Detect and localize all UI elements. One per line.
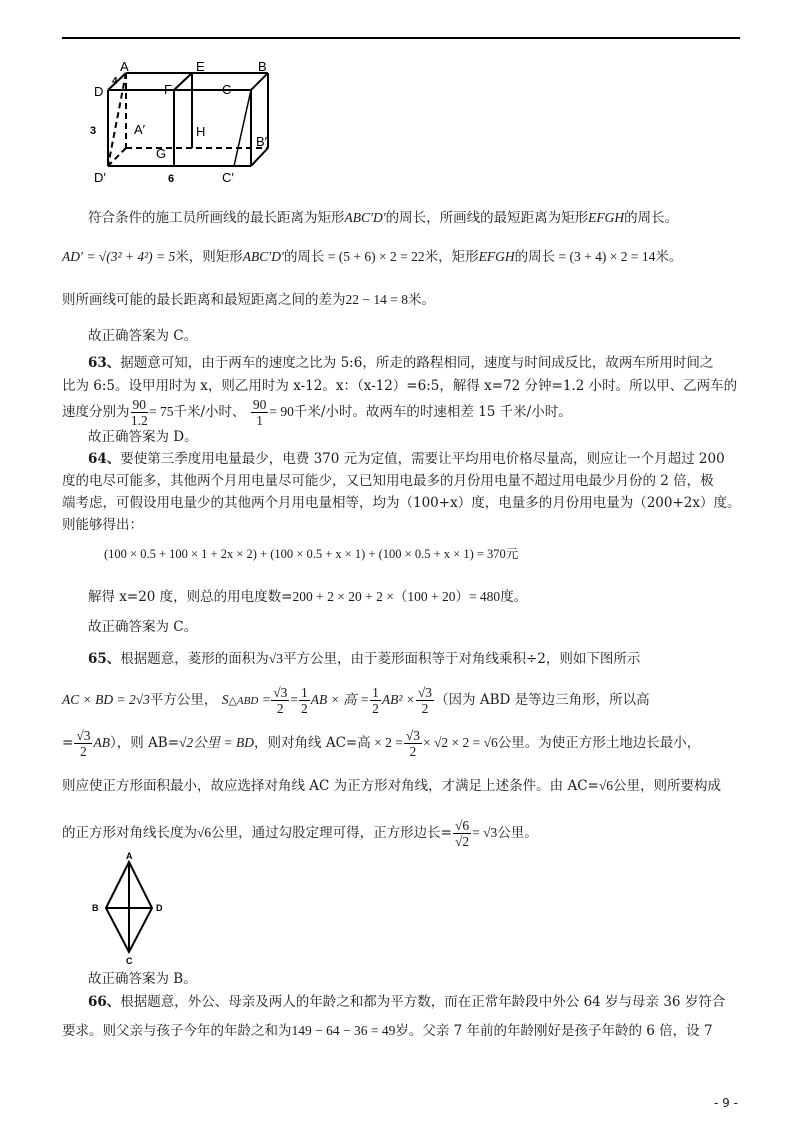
q65-line5: 的正方形对角线长度为√6公里，通过勾股定理可得，正方形边长= $\frac{√6}{√2}$ = √3公里。 — [62, 818, 538, 849]
p2-line: AD′ = √(3² + 4²) = 5米，则矩形ABC′D′的周长 = (5 + 6) × 2 = 22米，矩形EFGH的周长 = (3 + 4) × 2 = 14米。 — [62, 249, 683, 265]
label-G: G — [156, 146, 167, 161]
label-C: C — [126, 956, 133, 966]
answer-65: 故正确答案为 B。 — [88, 971, 197, 987]
label-F: F — [164, 82, 172, 97]
q65-line2: AC × BD = 2√3平方公里， S△ABD = $\frac{√3}{2}$ = $\frac{1}{2}$ AB × 高 = $\frac{1}{2}$ AB² × $\frac{√3}{2}$ （因为 ABD 是等边三角形，所以高 — [62, 685, 650, 716]
q64-line3: 端考虑，可假设用电量少的其他两个月用电量相等，均为（100+x）度，电量多的月份用电量为（200+2x）度。 — [62, 495, 741, 511]
label-D: D — [94, 84, 104, 99]
fraction: $\frac{90}{1}$ — [252, 397, 267, 428]
label-C: C — [222, 82, 232, 97]
rhombus-figure — [86, 848, 176, 966]
label-D-prime: D′ — [94, 170, 106, 185]
q64-line2: 度的电尽可能多，其他两个月用电量尽可能少，又已知用电最多的月份用电量不超过用电最少月份的 2 倍，极 — [62, 473, 714, 489]
q64-line4: 则能够得出： — [62, 517, 143, 533]
label-4: 4 — [112, 76, 118, 87]
label-6: 6 — [168, 173, 175, 185]
label-3: 3 — [90, 125, 97, 137]
q64-equation: (100 × 0.5 + 100 × 1 + 2x × 2) + (100 × 0.5 + x × 1) + (100 × 0.5 + x × 1) = 370元 — [104, 546, 519, 561]
header-rule — [62, 37, 740, 39]
q66-line1: 66、根据题意，外公、母亲及两人的年龄之和都为平方数，而在正常年龄段中外公 64 岁与母亲 36 岁符合 — [88, 994, 726, 1010]
label-B: B — [92, 903, 99, 913]
fraction: $\frac{1}{2}$ — [372, 685, 379, 716]
cuboid-figure — [86, 58, 286, 188]
q65-line3: = $\frac{√3}{2}$ AB），则 AB=√2公里 = BD，则对角线 AC=高 × 2 = $\frac{√3}{2}$ × √2 × 2 = √6公里。为使正方形土地边长最小， — [62, 728, 701, 759]
fraction: $\frac{√6}{√2}$ — [454, 818, 470, 849]
label-D: D — [156, 903, 163, 913]
q64-line5: 解得 x=20 度，则总的用电度数=200 + 2 × 20 + 2 ×（100 + 20）= 480度。 — [88, 589, 528, 605]
label-E: E — [196, 59, 205, 74]
q63-line2: 比为 6:5。设甲用时为 x，则乙用时为 x-12。x：（x-12）=6:5，解得 x=72 分钟=1.2 小时。所以甲、乙两车的 — [62, 378, 738, 394]
q65-line4: 则应使正方形面积最小，故应选择对角线 AC 为正方形对角线，才满足上述条件。由 AC=√6公里，则所要构成 — [62, 778, 722, 794]
label-B-prime: B′ — [256, 134, 268, 149]
q64-line1: 64、要使第三季度用电量最少，电费 370 元为定值，需要让平均用电价格尽量高，则应让一个月超过 200 — [88, 451, 725, 467]
fraction: $\frac{√3}{2}$ — [405, 728, 420, 759]
p3-line: 则所画线可能的最长距离和最短距离之间的差为22 − 14 = 8米。 — [62, 292, 435, 308]
q65-line1: 65、根据题意，菱形的面积为√3平方公里，由于菱形面积等于对角线乘积÷2，则如下图所示 — [88, 651, 641, 667]
q63-line1: 63、据题意可知，由于两车的速度之比为 5:6，所走的路程相同，速度与时间成反比，故两车所用时间之 — [88, 355, 714, 371]
label-A-prime: A′ — [134, 122, 146, 137]
fraction: $\frac{√3}{2}$ — [273, 685, 288, 716]
page-number: - 9 - — [714, 1096, 738, 1110]
q63-line3: 速度分别为 $\frac{90}{1.2}$ = 75千米/小时、 $\frac{90}{1}$ = 90千米/小时。故两车的时速相差 15 千米/小时。 — [62, 397, 572, 428]
fraction: $\frac{√3}{2}$ — [417, 685, 433, 716]
label-H: H — [196, 124, 206, 139]
p1-line: 符合条件的施工员所画线的最长距离为矩形ABC′D′的周长，所画线的最短距离为矩形EFGH的周长。 — [88, 210, 679, 226]
q66-line2: 要求。则父亲与孩子今年的年龄之和为149 − 64 − 36 = 49岁。父亲 7 年前的年龄刚好是孩子年龄的 6 倍，设 7 — [62, 1023, 713, 1039]
fraction: $\frac{1}{2}$ — [301, 685, 308, 716]
label-A: A — [126, 851, 133, 861]
answer-63: 故正确答案为 D。 — [88, 429, 198, 445]
label-C-prime: C′ — [222, 170, 234, 185]
label-B: B — [258, 59, 267, 74]
fraction: $\frac{√3}{2}$ — [76, 728, 91, 759]
answer-64: 故正确答案为 C。 — [88, 619, 198, 635]
fraction: $\frac{90}{1.2}$ — [130, 397, 148, 428]
answer-62: 故正确答案为 C。 — [88, 328, 198, 344]
label-A: A — [120, 59, 129, 74]
